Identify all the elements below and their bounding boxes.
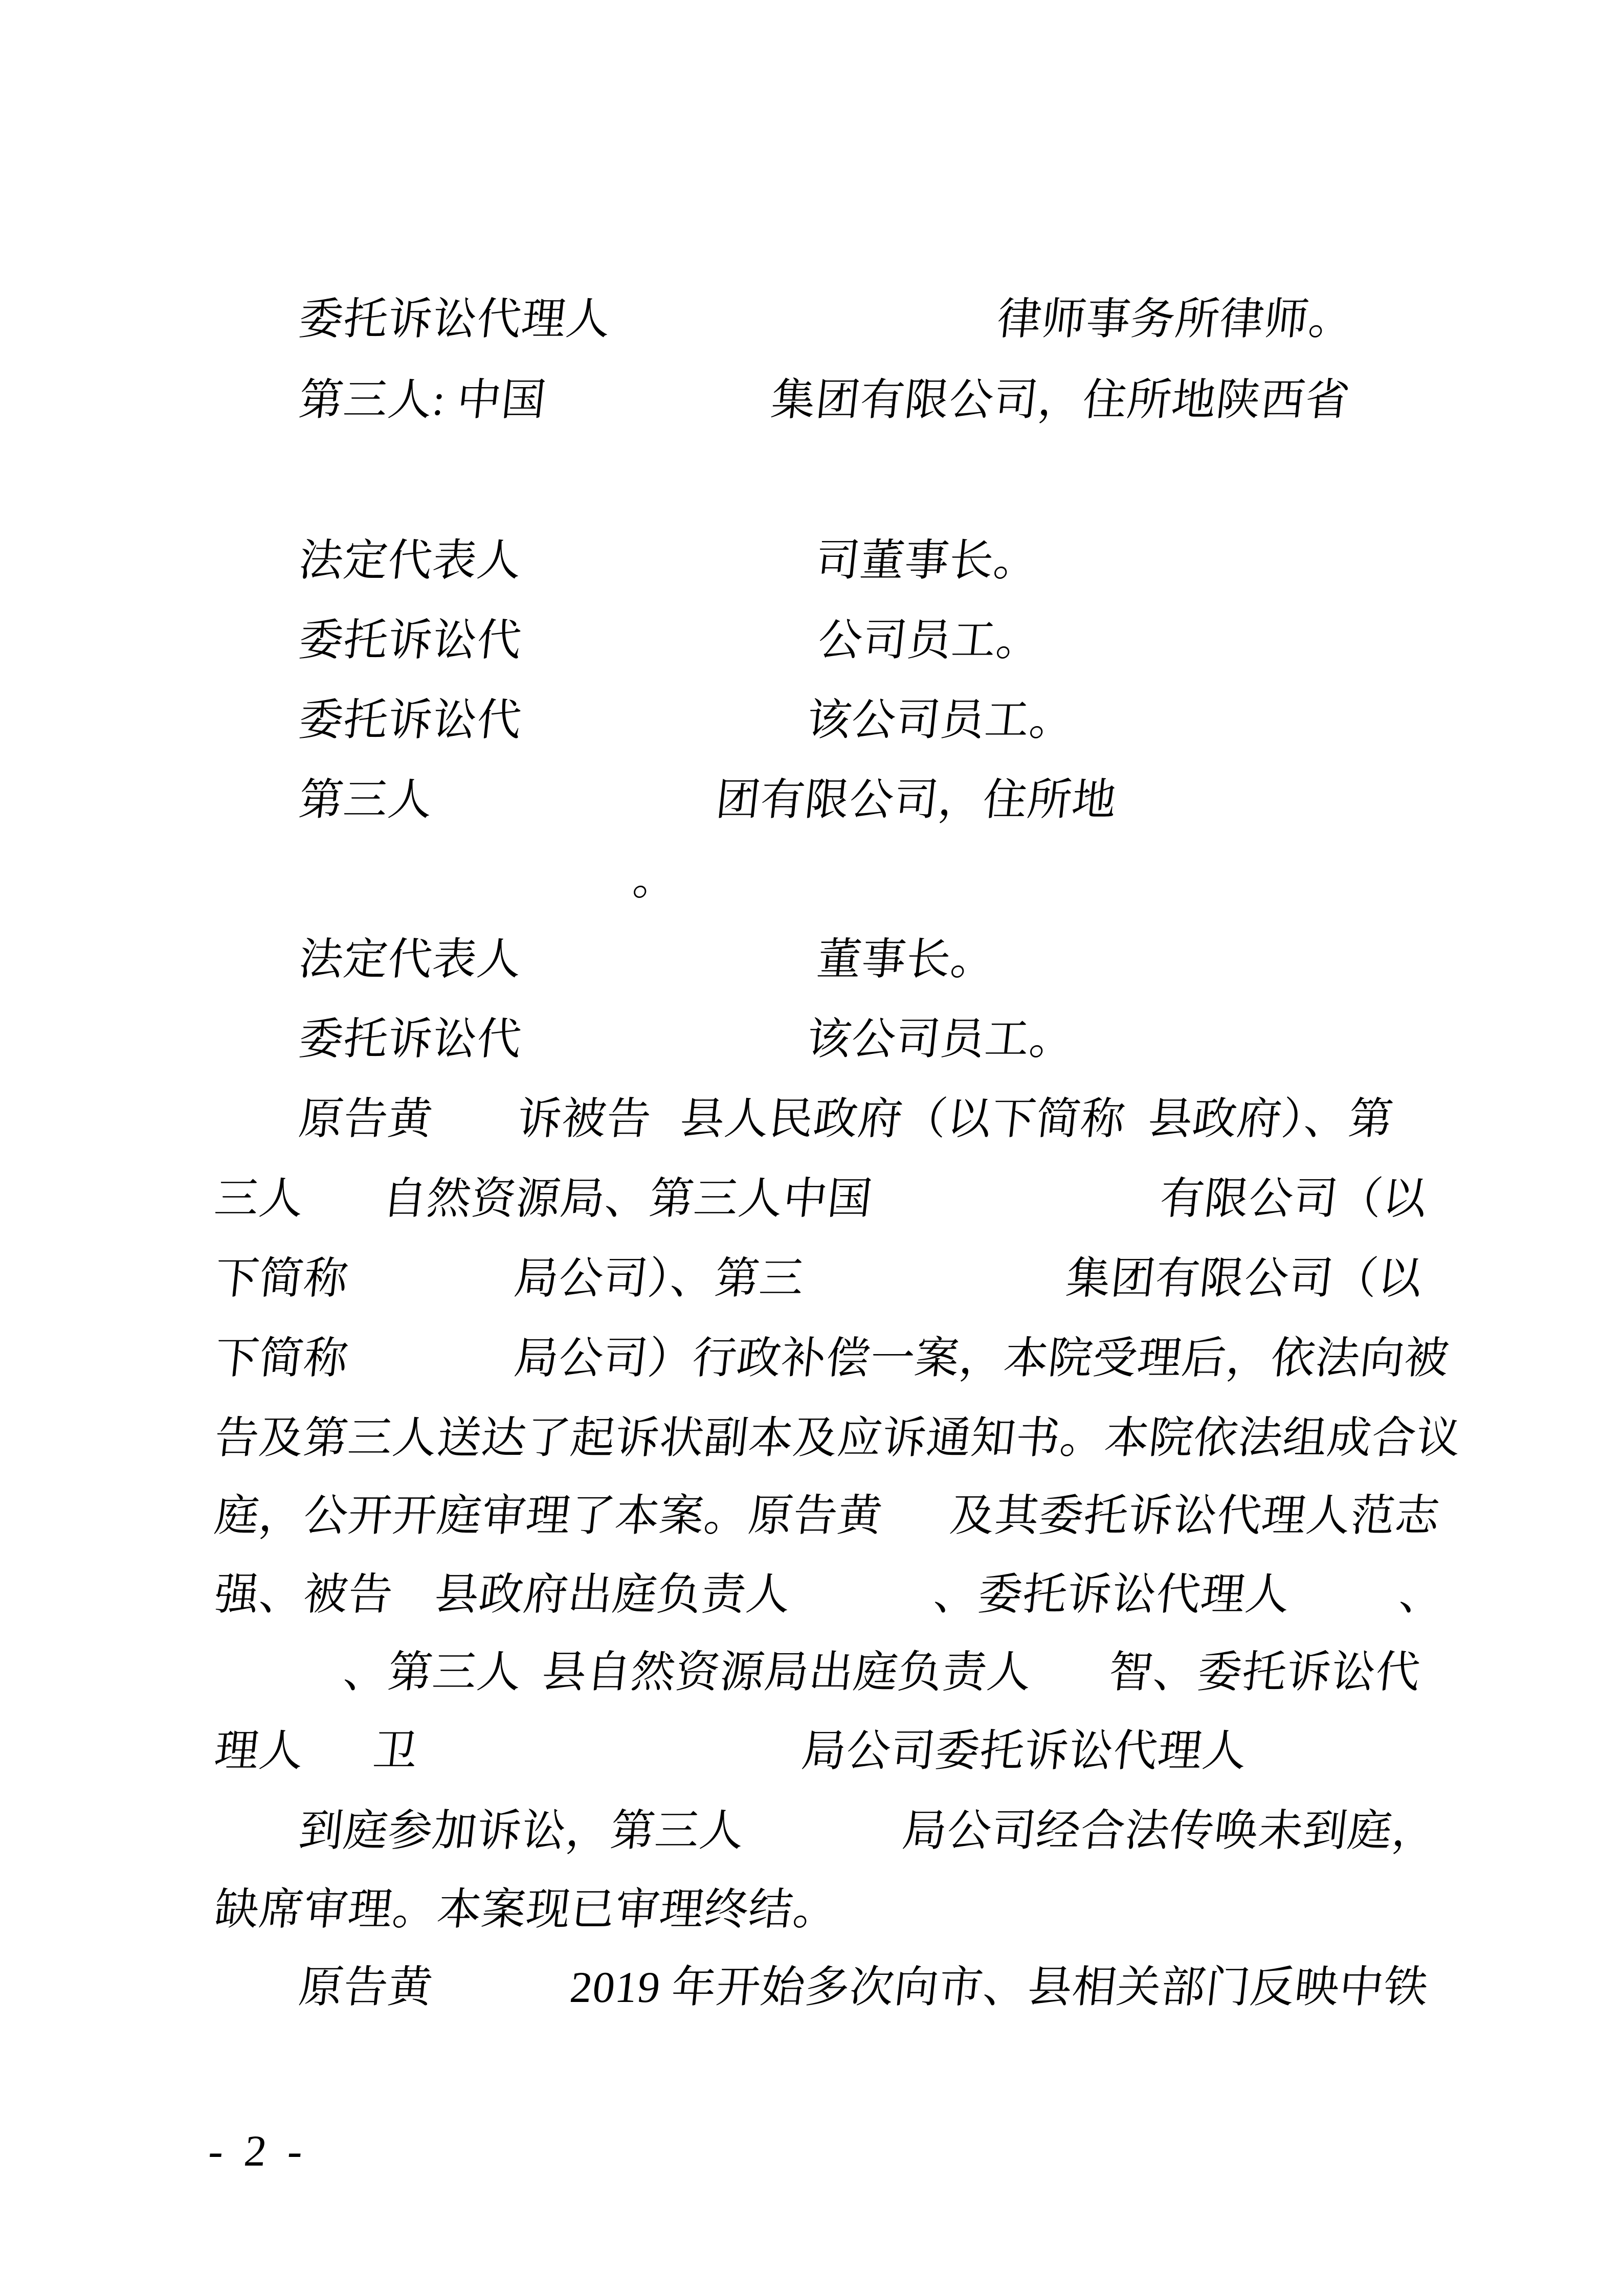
text-segment: 律师事务所律师。: [994, 295, 1356, 344]
text-line: [0, 932, 1624, 989]
text-segment: 强、被告: [212, 1570, 396, 1619]
text-line: [0, 1960, 1624, 2017]
text-line: [0, 372, 1624, 430]
text-segment: 有限公司（以: [1157, 1174, 1430, 1223]
text-line: [0, 1091, 1624, 1149]
text-segment: 团有限公司，住所地: [713, 775, 1120, 824]
text-line: [0, 291, 1624, 349]
text-segment: 法定代表人: [296, 935, 525, 984]
text-segment: 该公司员工。: [804, 695, 1077, 745]
text-segment: 、: [1396, 1570, 1447, 1619]
text-line: [0, 1410, 1624, 1468]
text-segment: 缺席审理。本案现已审理终结。: [212, 1885, 841, 1934]
text-segment: 县政府出庭负责人: [432, 1570, 794, 1619]
page-footer: [0, 2123, 1624, 2180]
text-segment: 及其委托诉讼代理人范志: [947, 1491, 1443, 1540]
text-segment: 县人民政府（以下简称: [677, 1094, 1128, 1143]
text-line: [0, 1251, 1624, 1308]
text-segment: 集团有限公司（以: [1063, 1254, 1426, 1303]
text-segment: 自然资源局、第三人中国: [380, 1174, 875, 1223]
text-segment: 卫: [370, 1726, 421, 1775]
text-line: [0, 533, 1624, 590]
text-line: [0, 1645, 1624, 1702]
text-segment: 理人: [212, 1726, 307, 1775]
text-segment: 局公司经合法传唤未到庭，: [900, 1806, 1440, 1855]
text-segment: 、委托诉讼代理人: [931, 1570, 1293, 1619]
text-segment: 。: [630, 855, 681, 904]
text-segment: 集团有限公司，住所地陕西省: [768, 375, 1353, 424]
text-line: [0, 1723, 1624, 1781]
text-segment: 委托诉讼代: [296, 695, 525, 745]
text-line: [0, 852, 1624, 909]
text-line: [0, 1882, 1624, 1939]
text-segment: 局公司）行政补偿一案，本院受理后，依法向被: [511, 1334, 1452, 1383]
text-segment: 县政府）、第: [1145, 1094, 1396, 1143]
text-segment: 、第三人: [341, 1648, 525, 1697]
text-line: [0, 613, 1624, 670]
text-segment: 公司员工。: [815, 616, 1044, 665]
text-line: [0, 1171, 1624, 1228]
text-segment: 2019 年开始多次向市、县相关部门反映中铁: [567, 1963, 1431, 2012]
text-segment: 三人: [212, 1174, 307, 1223]
text-segment: 董事长。: [814, 935, 998, 984]
text-segment: 诉被告: [515, 1094, 654, 1143]
text-line: [0, 1488, 1624, 1545]
text-segment: 下简称: [212, 1334, 351, 1383]
text-segment: 委托诉讼代: [296, 1015, 525, 1064]
text-segment: 该公司员工。: [804, 1015, 1077, 1064]
text-segment: 司董事长。: [813, 536, 1041, 585]
text-segment: 原告黄: [296, 1094, 436, 1143]
text-segment: 局公司）、第三: [511, 1254, 807, 1303]
text-line: [0, 1331, 1624, 1388]
text-segment: 下简称: [212, 1254, 351, 1303]
text-segment: 到庭参加诉讼，第三人: [296, 1806, 747, 1855]
text-segment: 委托诉讼代理人: [296, 295, 614, 344]
text-segment: 告及第三人送达了起诉状副本及应诉通知书。本院依法组成合议: [212, 1413, 1464, 1462]
text-segment: 庭，公开开庭审理了本案。原告黄: [212, 1491, 885, 1540]
text-line: [0, 1011, 1624, 1069]
text-segment: 原告黄: [296, 1963, 436, 2012]
text-segment: 局公司委托诉讼代理人: [799, 1726, 1250, 1775]
text-line: [0, 1567, 1624, 1624]
text-segment: 第三人: 中国: [296, 375, 549, 424]
text-segment: 第三人: [296, 775, 436, 824]
text-line: [0, 692, 1624, 750]
text-segment: 智、委托诉讼代: [1106, 1648, 1423, 1697]
text-line: [0, 1803, 1624, 1860]
text-segment: 委托诉讼代: [296, 616, 525, 665]
page-number: - 2 -: [206, 2126, 310, 2175]
text-segment: 法定代表人: [296, 536, 525, 585]
text-segment: 县自然资源局出庭负责人: [539, 1648, 1035, 1697]
text-line: [0, 772, 1624, 829]
